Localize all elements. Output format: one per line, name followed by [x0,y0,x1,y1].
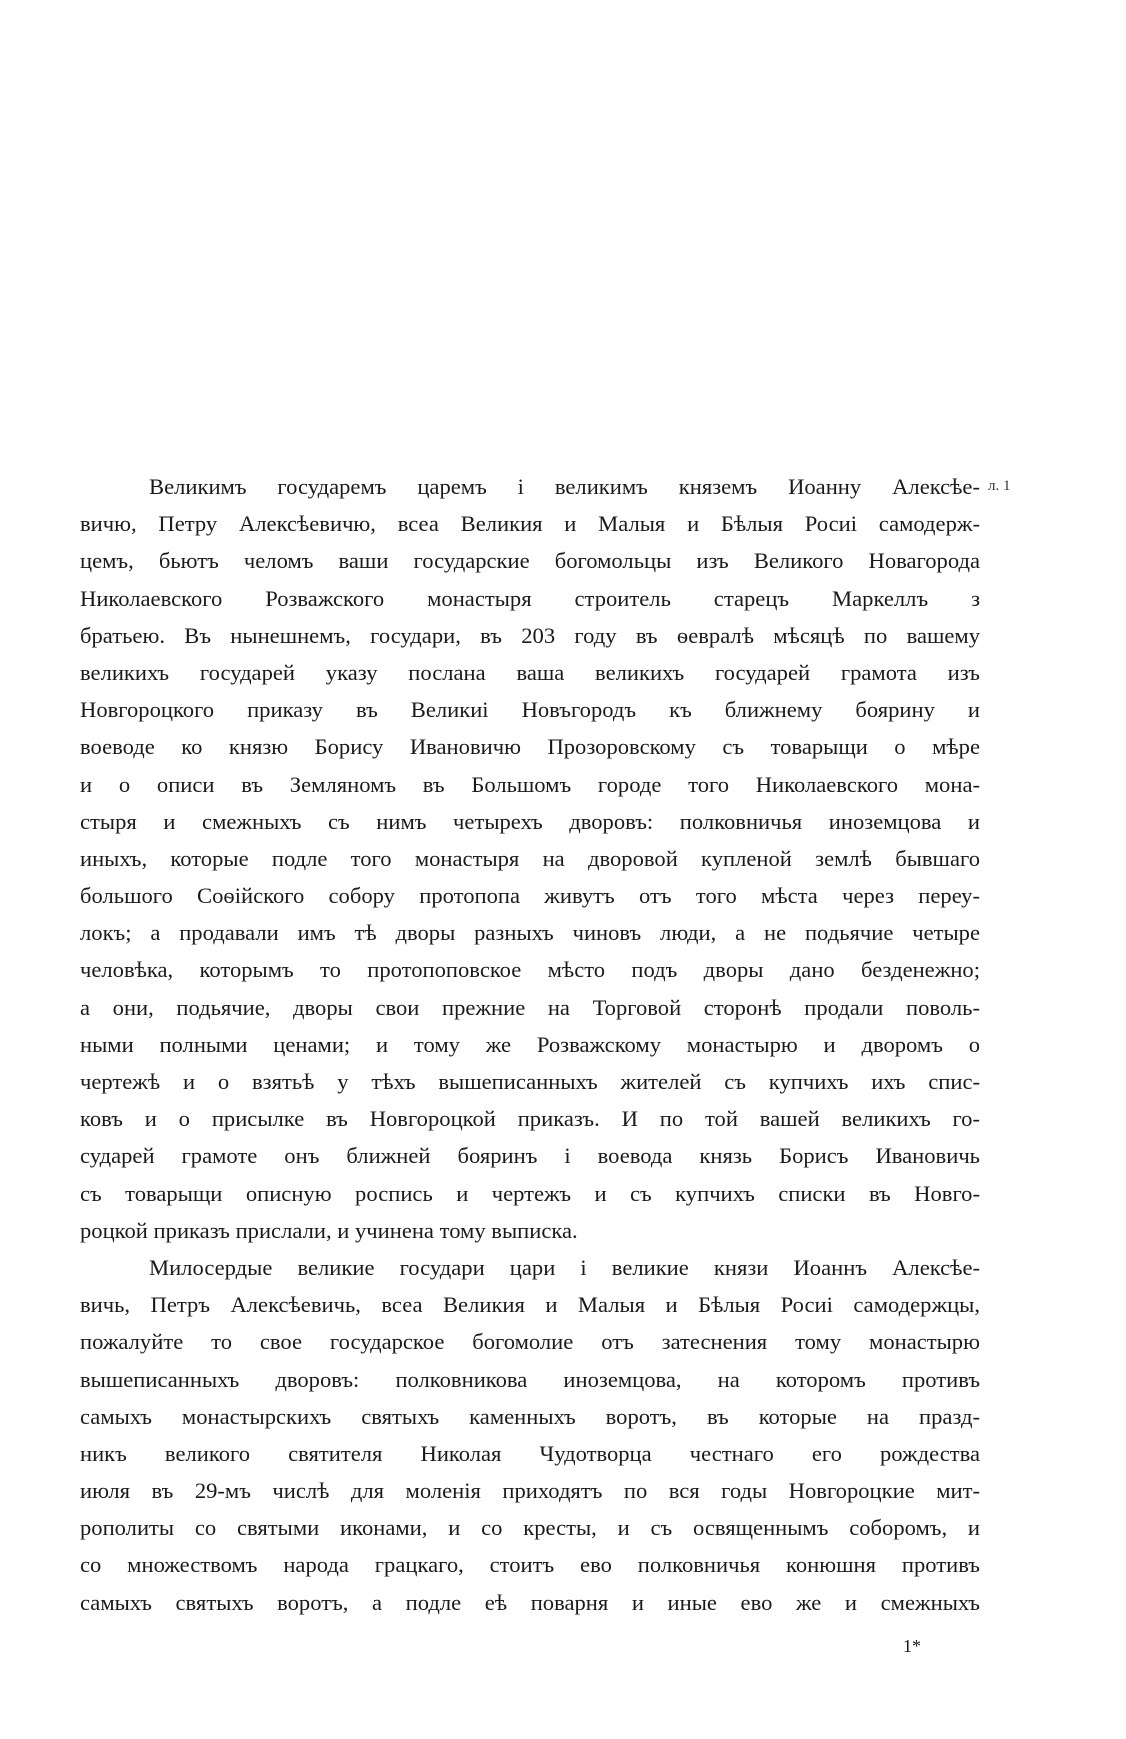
text-line: стыря и смежныхъ съ нимъ четырехъ дворовъ: полковничья иноземцова и [80,808,980,834]
text-line: великихъ государей указу послана ваша великихъ государей грамота изъ [80,659,980,685]
text-line: вичю, Петру Алексѣевичю, всеа Великия и Малыя и Бѣлыя Росиі самодерж- [80,511,980,537]
text-line: локъ; а продавали имъ тѣ дворы разныхъ чиновъ люди, а не подьячие четыре [80,920,980,946]
text-line: Великимъ государемъ царемъ і великимъ княземъ Иоанну Алексѣе- [149,474,980,499]
text-line: ковъ и о присылке въ Новгороцкой приказъ. И по той вашей великихъ го- [80,1106,980,1132]
text-line: самыхъ святыхъ воротъ, а подле еѣ поварня и иные ево же и смежныхъ [80,1589,980,1615]
text-line: Николаевского Розважского монастыря строитель старецъ Маркеллъ з [80,585,980,611]
text-line: иныхъ, которые подле того монастыря на дворовой купленой землѣ бывшаго [80,845,980,871]
paragraph-1 [80,468,980,1249]
text-line: и о описи въ Земляномъ въ Большомъ городе того Николаевского мона- [80,771,980,797]
text-line: цемъ, бьютъ челомъ ваши государские богомольцы изъ Великого Новагорода [80,548,980,574]
text-line: братьею. Въ нынешнемъ, государи, въ 203 году въ ѳевралѣ мѣсяцѣ по вашему [80,622,980,648]
body-text [80,468,980,1621]
text-line: сударей грамоте онъ ближней бояринъ і воевода князь Борисъ Ивановичь [80,1143,980,1169]
paragraph-2 [80,1249,980,1621]
text-line: вичь, Петръ Алексѣевичь, всеа Великия и Малыя и Бѣлыя Росиі самодержцы, [80,1292,980,1318]
text-line: съ товарыщи описную роспись и чертежъ и съ купчихъ списки въ Новго- [80,1180,980,1206]
text-line: роцкой приказъ прислали, и учинена тому выписка. [80,1217,578,1243]
text-line: никъ великого святителя Николая Чудотворца честнаго его рождества [80,1440,980,1466]
text-line: ными полными ценами; и тому же Розважскому монастырю и дворомъ о [80,1031,980,1057]
text-line: Милосердые великие государи цари і великие князи Иоаннъ Алексѣе- [149,1254,980,1280]
text-line: со множествомъ народа грацкаго, стоитъ ево полковничья конюшня противъ [80,1552,980,1578]
folio-margin-note: л. 1 [988,478,1011,494]
text-line: пожалуйте то свое государское богомолие отъ затеснения тому монастырю [80,1329,980,1355]
signature-mark: 1* [903,1636,921,1656]
text-line: Новгороцкого приказу въ Великиі Новъгородъ къ ближнему боярину и [80,697,980,723]
text-line: а они, подьячие, дворы свои прежние на Торговой сторонѣ продали поволь- [80,994,980,1020]
text-line: воеводе ко князю Борису Ивановичю Прозоровскому съ товарыщи о мѣре [80,734,980,760]
text-line: человѣка, которымъ то протопоповское мѣсто подъ дворы дано безденежно; [80,957,980,983]
text-line: вышеписанныхъ дворовъ: полковникова иноземцова, на которомъ противъ [80,1366,980,1392]
text-line: рополиты со святыми иконами, и со кресты, и съ освященнымъ соборомъ, и [80,1515,980,1541]
text-line: большого Соѳійского собору протопопа живутъ отъ того мѣста через переу- [80,883,980,909]
text-line: самыхъ монастырскихъ святыхъ каменныхъ воротъ, въ которые на празд- [80,1403,980,1429]
text-line: чертежѣ и о взятьѣ у тѣхъ вышеписанныхъ жителей съ купчихъ ихъ спис- [80,1069,980,1094]
text-line: июля въ 29-мъ числѣ для моленія приходятъ по вся годы Новгороцкие мит- [80,1478,980,1504]
